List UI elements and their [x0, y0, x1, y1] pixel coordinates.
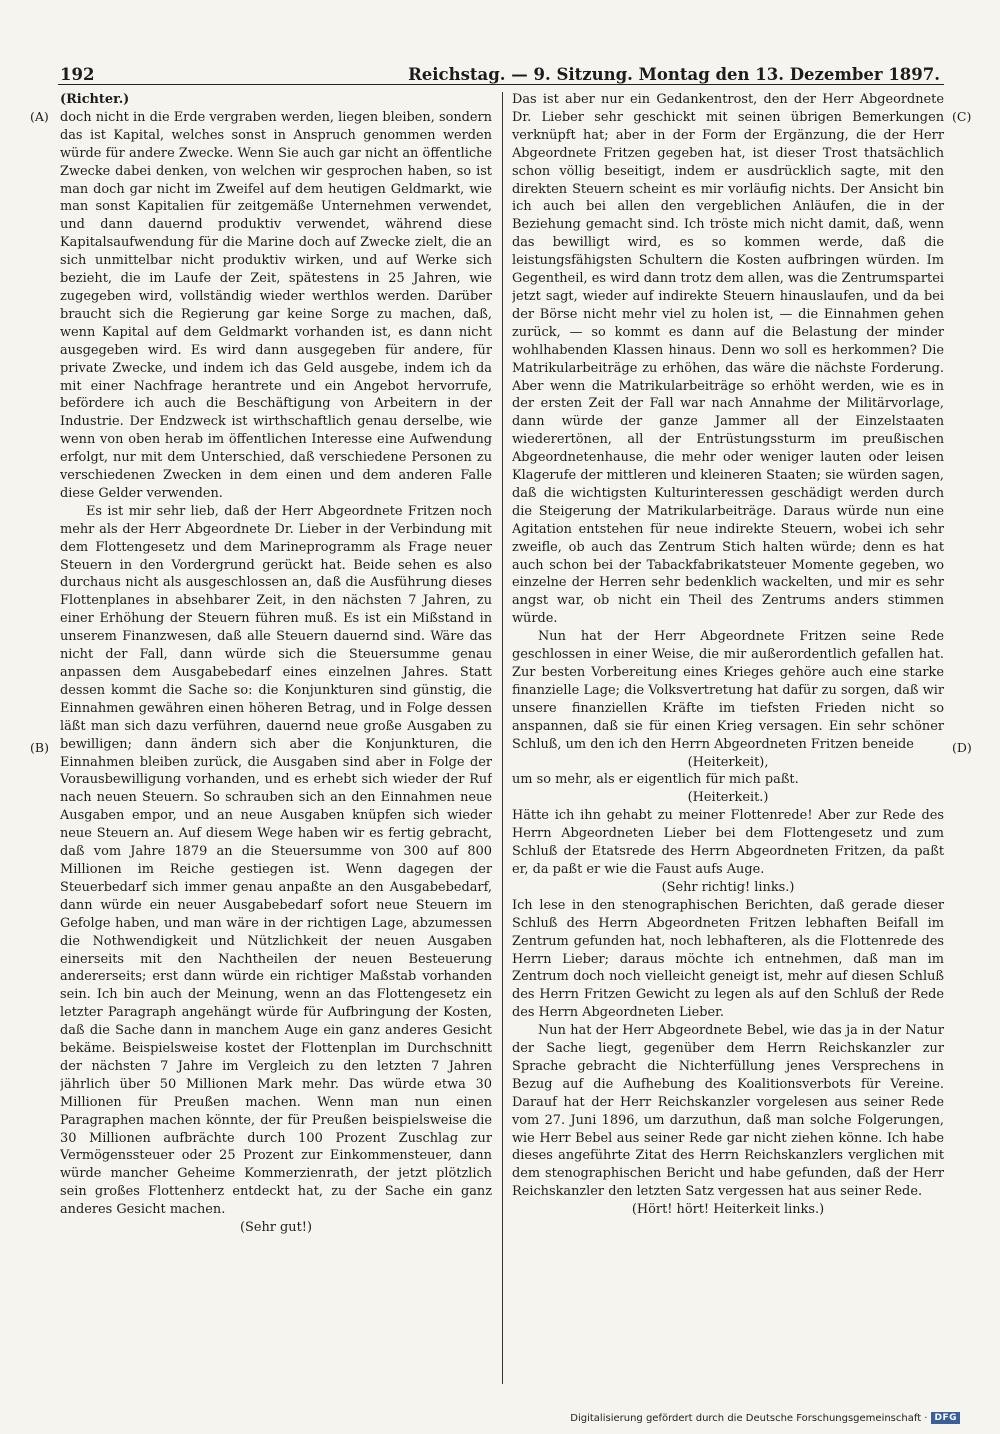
- page-number: 192: [60, 65, 95, 84]
- interjection: (Hört! hört! Heiterkeit links.): [631, 1202, 825, 1218]
- margin-marker-a: (A): [30, 109, 49, 124]
- margin-marker-c: (C): [952, 109, 972, 124]
- paragraph: Hätte ich ihn gehabt zu meiner Flottenrede! Aber zur Rede des Herrn Abgeordneten Lieber bei dem Flottengesetz und zum Schluß der Etatsrede des Herrn Abgeordneten Fritzen, da paßt er, da paßt er wie die Faust aufs Auge.: [512, 808, 944, 877]
- interjection: (Sehr gut!): [240, 1220, 312, 1236]
- dfg-logo: DFG: [931, 1412, 960, 1424]
- column-divider: [502, 92, 503, 1384]
- credit-text: Digitalisierung gefördert durch die Deutsche Forschungsgemeinschaft ·: [570, 1412, 928, 1424]
- margin-marker-d: (D): [952, 740, 972, 755]
- interjection: (Heiterkeit.): [687, 790, 769, 806]
- paragraph: Ich lese in den stenographischen Berichten, daß gerade dieser Schluß des Herrn Abgeordneten Fritzen lebhaften Beifall im Zentrum gefunden hat, noch lebhafteren, als die Flottenrede des Herrn Lieber; daraus möchte ich entnehmen, daß man im Zentrum doch noch vielleicht geneigt ist, mehr auf diesen Schluß des Herrn Fritzen Gewicht zu legen als auf den Schluß der Rede des Herrn Abgeordneten Lieber.: [512, 897, 944, 1021]
- paragraph: Das ist aber nur ein Gedankentrost, den der Herr Abgeordnete Dr. Lieber sehr geschickt mit seinen übrigen Bemerkungen verknüpft hat; aber in der Form der Ergänzung, die der Herr Abgeordnete Fritzen gegeben hat, ist dieser Trost thatsächlich schon völlig beseitigt, indem er ausdrücklich sagte, mit den direkten Steuern scheint es mir vorläufig nichts. Der Ansicht bin ich auch bei allen den vergeblichen Anläufen, die in der Beziehung gemacht sind. Ich tröste mich nicht damit, daß, wenn das bewilligt wird, es so kommen werde, daß die leistungsfähigsten Schultern die Kosten aufbringen würden. Im Gegentheil, es wird dann trotz dem allen, was die Zentrumspartei jetzt sagt, wieder auf indirekte Steuern hinauslaufen, und da bei der Börse nicht mehr viel zu holen ist, — die Einnahmen gehen zurück, — so kommt es dann auf die Belastung der minder wohlhabenden Klassen hinaus. Denn wo soll es herkommen? Die Matrikularbeiträge zu erhöhen, das wäre die nächste Forderung. Aber wenn die Matrikularbeiträge so erhöht werden, wie es in der ersten Zeit der Fall war nach Annahme der Militärvorlage, dann würde der ganze Jammer all der Einzelstaaten wiederertönen, all der Entrüstungssturm im preußischen Abgeordnetenhause, die mehr oder weniger lauten oder leisen Klagerufe der mittleren und kleineren Staaten; sie würden sagen, daß die wichtigsten Kulturinteressen geschädigt werden durch die Steigerung der Matrikularbeiträge. Daraus würde nun eine Agitation entstehen für neue indirekte Steuern, wobei ich sehr zweifle, ob auch das Zentrum Stich halten würde; denn es hat auch schon bei der Tabackfabrikatsteuer Momente gegeben, wo einzelne der Herren sehr bedenklich wackelten, und mir es sehr angst war, ob nicht ein Theil des Zentrums anders stimmen würde.: [512, 92, 944, 627]
- paragraph: um so mehr, als er eigentlich für mich paßt.: [512, 772, 799, 788]
- paragraph: Es ist mir sehr lieb, daß der Herr Abgeordnete Fritzen noch mehr als der Herr Abgeordnete Dr. Lieber in der Verbindung mit dem Flottengesetz und dem Marineprogramm als Frage neuer Steuern in den Vordergrund gerückt hat. Beide sehen es also durchaus nicht als ausgeschlossen an, daß die Ausführung dieses Flottenplanes in absehbarer Zeit, in den nächsten 7 Jahren, zu einer Erhöhung der Steuern führen muß. Es ist ein Mißstand in unserem Finanzwesen, daß alle Steuern dauernd sind. Wäre das nicht der Fall, dann würde sich die Steuersumme genau anpassen dem Ausgabebedarf eines einzelnen Jahres. Statt dessen kommt die Sache so: die Konjunkturen sind günstig, die Einnahmen gewähren einen höheren Betrag, und in Folge dessen läßt man sich dazu verführen, dauernd neue große Ausgaben zu bewilligen; dann ändern sich aber die Konjunkturen, die Einnahmen bleiben zurück, die Ausgaben sind aber in Folge der Vorausbewilligung vorhanden, und es erhebt sich wieder der Ruf nach neuen Steuern. So schrauben sich an den Einnahmen neue Ausgaben empor, und an neue Ausgaben knüpfen sich wieder neue Steuern an. Auf diesem Wege haben wir es fertig gebracht, daß vom Jahre 1879 an die Steuersumme von 300 auf 800 Millionen im Reiche gestiegen ist. Wenn dagegen der Steuerbedarf sich immer genau anpaßte an den Ausgabebedarf, dann würde ein neuer Ausgabebedarf sofort neue Steuern im Gefolge haben, und man wäre in der richtigen Lage, abzumessen die Nothwendigkeit und Nützlichkeit der neuen Ausgaben einerseits mit den Nachtheilen der neuen Besteuerung andererseits; erst dann würde ein richtiger Maßstab vorhanden sein. Ich bin auch der Meinung, wenn an das Flottengesetz ein letzter Paragraph angehängt würde für Aufbringung der Kosten, daß die Sache dann in manchem Auge ein ganz anderes Gesicht bekäme. Beispielsweise kostet der Flottenplan im Durchschnitt der nächsten 7 Jahre im Vergleich zu den letzten 7 Jahren jährlich über 50 Millionen Mark mehr. Das würde etwa 30 Millionen für Preußen machen. Wenn man nun einen Paragraphen machen könnte, der für Preußen beispielsweise die 30 Millionen aufbrächte durch 100 Prozent Zuschlag zur Vermögenssteuer oder 25 Prozent zur Einkommensteuer, dann würde mancher Geheime Kommerzienrath, der jetzt plötzlich sein großes Flottenherz entdeckt hat, zu der Sache ein ganz anderes Gesicht machen.: [60, 503, 492, 1218]
- speaker-name: (Richter.): [60, 92, 130, 107]
- margin-marker-b: (B): [30, 740, 49, 755]
- paragraph: Nun hat der Herr Abgeordnete Fritzen seine Rede geschlossen in einer Weise, die mir außerordentlich gefallen hat. Zur besten Vorbereitung eines Krieges gehöre auch eine starke finanzielle Lage; die Volksvertretung hat dafür zu sorgen, daß wir unsere finanziellen Kräfte im tiefsten Frieden nicht so anspannen, daß sie für einen Krieg versagen. Ein sehr schöner Schluß, um den ich den Herrn Abgeordneten Fritzen beneide: [512, 629, 944, 752]
- paragraph: doch nicht in die Erde vergraben werden, liegen bleiben, sondern das ist Kapital, welches sonst in Anspruch genommen werden würde für andere Zwecke. Wenn Sie auch gar nicht an öffentliche Zwecke dabei denken, von welchen wir gesprochen haben, so ist man doch gar nicht im Zweifel auf dem heutigen Geldmarkt, wie man sonst Kapitalien für zeitgemäße Unternehmen verwendet, und dann dauernd produktiv verwendet, während diese Kapitalsaufwendung für die Marine doch auf Zwecke zielt, die an sich unmittelbar nicht produktiv wirken, und auf Werke sich bezieht, die im Laufe der Zeit, spätestens in 25 Jahren, wie zugegeben wird, vollständig wieder werthlos werden. Darüber braucht sich die Regierung gar keine Sorge zu machen, daß, wenn Kapital auf dem Geldmarkt vorhanden ist, es dann nicht ausgegeben wird. Es wird dann ausgegeben für andere, für private Zwecke, und indem ich das Geld ausgebe, indem ich da mit einer Nachfrage herantrete und ein Angebot hervorrufe, befördere ich auch die Beschäftigung von Arbeitern in der Industrie. Der Endzweck ist wirthschaftlich genau derselbe, wie wenn von oben herab im öffentlichen Interesse eine Aufwendung erfolgt, nur mit dem Unterschied, daß verschiedene Personen zu verschiedenen Zwecken in dem einen und dem anderen Falle diese Gelder verwenden.: [60, 109, 492, 501]
- header-rule: [58, 84, 944, 85]
- interjection: (Heiterkeit),: [687, 754, 769, 770]
- interjection: (Sehr richtig! links.): [661, 879, 795, 895]
- right-column: [512, 91, 944, 1381]
- paragraph: Nun hat der Herr Abgeordnete Bebel, wie das ja in der Natur der Sache liegt, gegenüber dem Herrn Reichskanzler zur Sprache gebracht die Nichterfüllung jenes Versprechens in Bezug auf die Aufhebung des Koalitionsverbots für Vereine. Darauf hat der Herr Reichskanzler vorgelesen aus seiner Rede vom 27. Juni 1896, um darzuthun, daß man solche Folgerungen, wie Herr Bebel aus seiner Rede gar nicht ziehen könne. Ich habe dieses angeführte Zitat des Herrn Reichskanzlers verglichen mit dem stenographischen Bericht und habe gefunden, daß der Herr Reichskanzler den letzten Satz vergessen hat aus seiner Rede.: [512, 1023, 944, 1200]
- left-column: [60, 91, 492, 1381]
- running-title: Reichstag. — 9. Sitzung. Montag den 13. Dezember 1897.: [408, 65, 940, 84]
- running-header: [60, 58, 940, 84]
- digitization-credit: [570, 1412, 960, 1424]
